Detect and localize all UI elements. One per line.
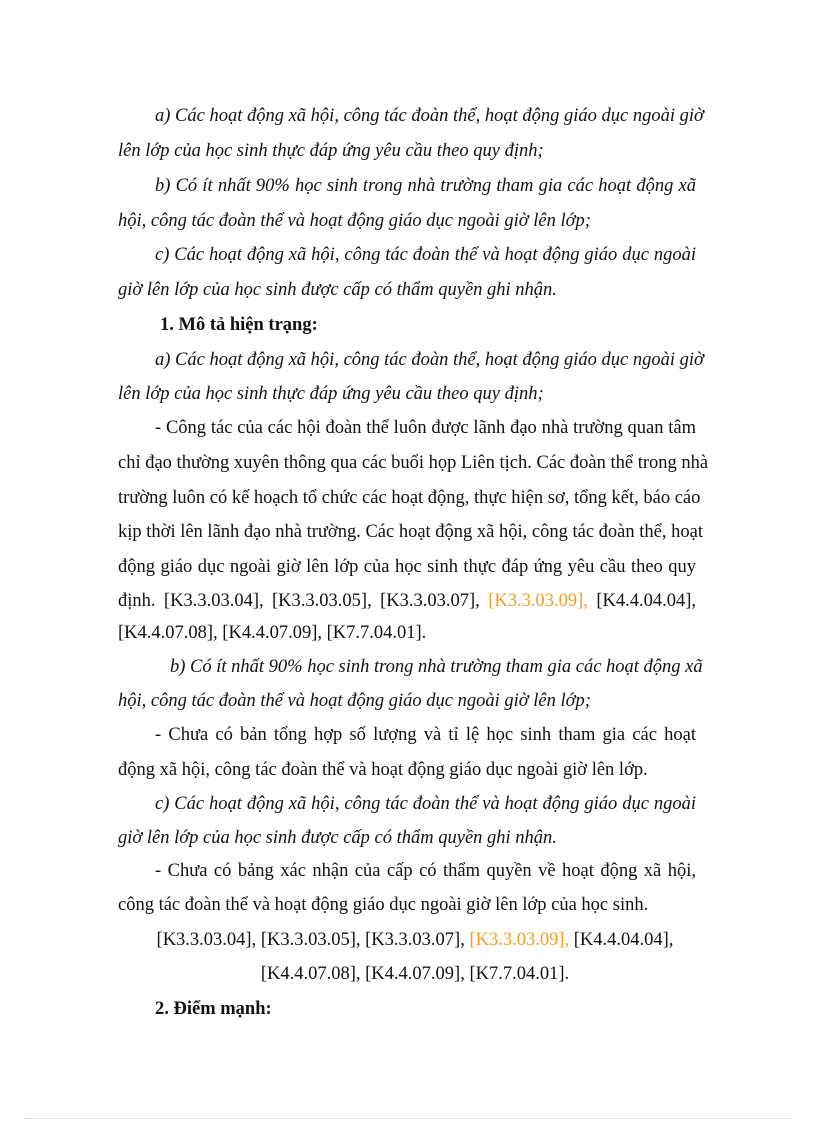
s1-a-body-line5: động giáo dục ngoài giờ lên lớp của học sinh thực đáp ứng yêu cầu theo quy (118, 557, 696, 577)
s1-b-title-line1: b) Có ít nhất 90% học sinh trong nhà trường tham gia các hoạt động xã (170, 657, 703, 677)
highlighted-ref: [K3.3.03.09], (488, 591, 588, 611)
s1-a-body-line4: kịp thời lên lãnh đạo nhà trường. Các hoạt động xã hội, công tác đoàn thể, hoạt (118, 522, 703, 542)
s1-c-body-line1: - Chưa có bảng xác nhận của cấp có thẩm quyền về hoạt động xã hội, (155, 861, 696, 881)
criterion-a-line1: a) Các hoạt động xã hội, công tác đoàn thể, hoạt động giáo dục ngoài giờ (155, 106, 704, 126)
page-bottom-divider (24, 1118, 792, 1119)
s1-b-body-line1: - Chưa có bản tổng hợp số lượng và tỉ lệ học sinh tham gia các hoạt (155, 725, 696, 745)
s1-c-body-line2: công tác đoàn thể và hoạt động giáo dục ngoài giờ lên lớp của học sinh. (118, 895, 649, 915)
section-2-heading: 2. Điểm mạnh: (155, 999, 272, 1019)
refs-text: [K4.4.04.04], (569, 930, 674, 950)
s1-a-refs-line2: [K4.4.07.08], [K4.4.07.09], [K7.7.04.01]. (118, 623, 427, 643)
criterion-c-line2: giờ lên lớp của học sinh được cấp có thẩm quyền ghi nhận. (118, 280, 557, 300)
s1-b-body-line2: động xã hội, công tác đoàn thể và hoạt động giáo dục ngoài giờ lên lớp. (118, 760, 648, 780)
s1-a-body-line3: trường luôn có kế hoạch tổ chức các hoạt động, thực hiện sơ, tổng kết, báo cáo (118, 488, 701, 508)
criterion-b-line2: hội, công tác đoàn thể và hoạt động giáo dục ngoài giờ lên lớp; (118, 211, 591, 231)
s1-b-title-line2: hội, công tác đoàn thể và hoạt động giáo dục ngoài giờ lên lớp; (118, 691, 591, 711)
section-1-heading: 1. Mô tả hiện trạng: (160, 315, 318, 335)
s1-a-title-line2: lên lớp của học sinh thực đáp ứng yêu cầu theo quy định; (118, 384, 544, 404)
s1-a-refs-line1 (118, 589, 696, 613)
highlighted-ref: [K3.3.03.09], (469, 930, 570, 950)
s1-a-body-line1: - Công tác của các hội đoàn thể luôn được lãnh đạo nhà trường quan tâm (155, 418, 696, 438)
criterion-a-line2: lên lớp của học sinh thực đáp ứng yêu cầu theo quy định; (118, 141, 544, 161)
s1-c-refs-line1 (118, 928, 712, 952)
s1-a-body-line2: chỉ đạo thường xuyên thông qua các buổi họp Liên tịch. Các đoàn thể trong nhà (118, 453, 709, 473)
criterion-b-line1: b) Có ít nhất 90% học sinh trong nhà trường tham gia các hoạt động xã (155, 176, 696, 196)
s1-c-refs-line2: [K4.4.07.08], [K4.4.07.09], [K7.7.04.01]. (260, 964, 570, 984)
s1-c-title-line2: giờ lên lớp của học sinh được cấp có thẩm quyền ghi nhận. (118, 828, 557, 848)
refs-text: [K3.3.03.04], [K3.3.03.05], [K3.3.03.07], (156, 930, 470, 950)
s1-a-title-line1: a) Các hoạt động xã hội, công tác đoàn thể, hoạt động giáo dục ngoài giờ (155, 350, 704, 370)
refs-text: [K4.4.04.04], (587, 591, 697, 611)
refs-text: định. [K3.3.03.04], [K3.3.03.05], [K3.3.03.07], (118, 591, 489, 611)
criterion-c-line1: c) Các hoạt động xã hội, công tác đoàn thể và hoạt động giáo dục ngoài (155, 245, 696, 265)
s1-c-title-line1: c) Các hoạt động xã hội, công tác đoàn thể và hoạt động giáo dục ngoài (155, 794, 696, 814)
